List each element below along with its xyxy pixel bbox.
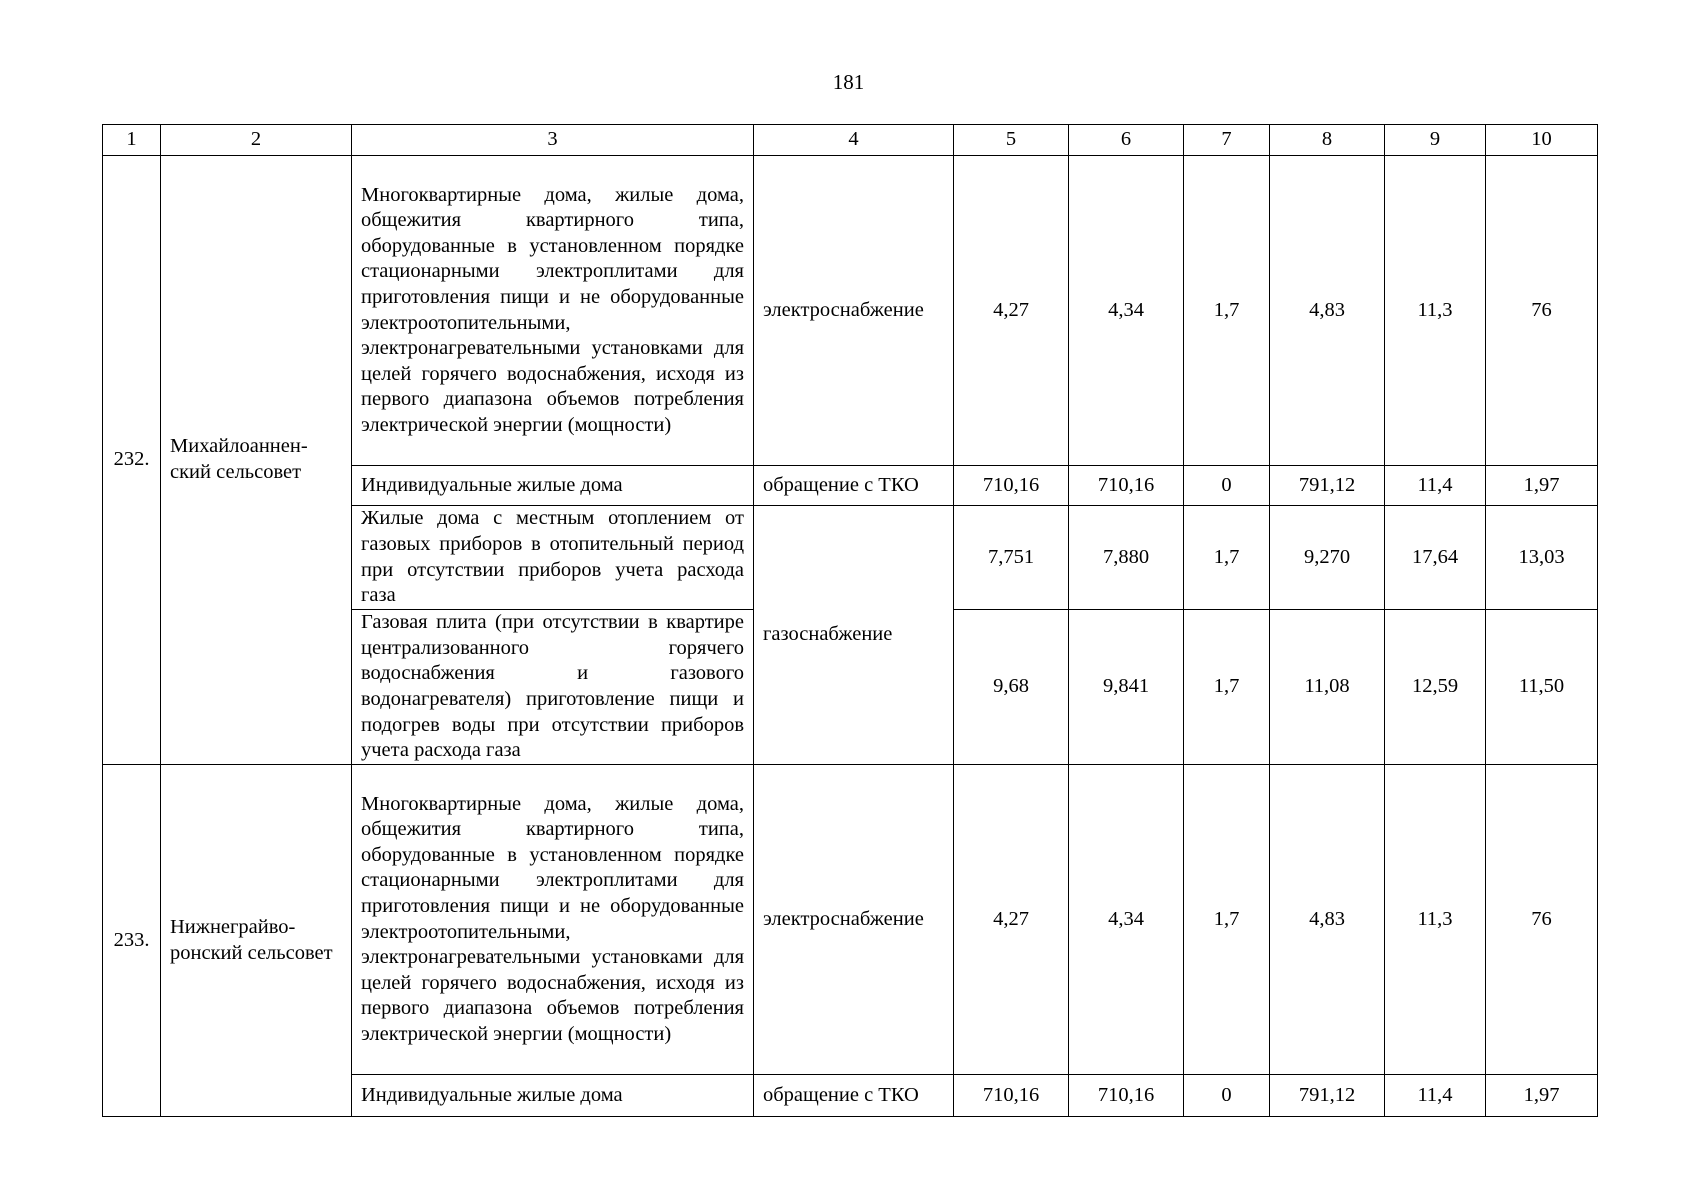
utility-service: электроснабжение [754,765,954,1075]
value-cell: 4,27 [954,765,1069,1075]
value-cell: 1,97 [1486,1075,1598,1117]
value-cell: 4,34 [1069,156,1184,466]
value-cell: 12,59 [1385,610,1486,765]
value-cell: 1,7 [1184,506,1270,610]
consumer-description: Газовая плита (при отсутствии в квартире централизованного горячего водоснабжения и газового водонагревателя) приготовление пищи и подогрев воды при отсутствии приборов учета расхода газа [352,610,754,765]
consumer-description: Многоквартирные дома, жилые дома, общежития квартирного типа, оборудованные в установленном порядке стационарными электроплитами для приготовления пищи и не оборудованные электроотопительными, электронагревательными установками для целей горячего водоснабжения, исходя из первого диапазона объемов потребления электрической энергии (мощности) [352,765,754,1075]
utility-service: электроснабжение [754,156,954,466]
consumer-description: Индивидуальные жилые дома [352,1075,754,1117]
value-cell: 9,841 [1069,610,1184,765]
value-cell: 9,68 [954,610,1069,765]
value-cell: 11,4 [1385,1075,1486,1117]
table-row [103,156,1598,466]
utility-service: газоснабжение [754,506,954,765]
column-header: 4 [754,125,954,156]
value-cell: 4,34 [1069,765,1184,1075]
column-header: 2 [161,125,352,156]
consumer-description: Индивидуальные жилые дома [352,466,754,506]
header-row [103,125,1598,156]
value-cell: 11,08 [1270,610,1385,765]
value-cell: 791,12 [1270,1075,1385,1117]
table-row [103,765,1598,1075]
value-cell: 791,12 [1270,466,1385,506]
value-cell: 1,7 [1184,610,1270,765]
consumer-description: Жилые дома с местным отоплением от газовых приборов в отопительный период при отсутствии приборов учета расхода газа [352,506,754,610]
value-cell: 1,97 [1486,466,1598,506]
value-cell: 0 [1184,466,1270,506]
value-cell: 7,751 [954,506,1069,610]
value-cell: 1,7 [1184,765,1270,1075]
value-cell: 11,3 [1385,156,1486,466]
utility-service: обращение с ТКО [754,1075,954,1117]
value-cell: 13,03 [1486,506,1598,610]
value-cell: 11,4 [1385,466,1486,506]
value-cell: 7,880 [1069,506,1184,610]
page-number: 181 [832,70,865,94]
column-header: 10 [1486,125,1598,156]
value-cell: 4,83 [1270,765,1385,1075]
value-cell: 17,64 [1385,506,1486,610]
settlement-name: Нижнеграйво-ронский сельсовет [161,765,352,1117]
row-number: 233. [103,765,161,1117]
value-cell: 710,16 [1069,1075,1184,1117]
column-header: 3 [352,125,754,156]
value-cell: 76 [1486,156,1598,466]
column-header: 9 [1385,125,1486,156]
column-header: 8 [1270,125,1385,156]
column-header: 6 [1069,125,1184,156]
value-cell: 710,16 [1069,466,1184,506]
value-cell: 4,27 [954,156,1069,466]
column-header: 7 [1184,125,1270,156]
value-cell: 9,270 [1270,506,1385,610]
value-cell: 11,3 [1385,765,1486,1075]
consumer-description: Многоквартирные дома, жилые дома, общежития квартирного типа, оборудованные в установленном порядке стационарными электроплитами для приготовления пищи и не оборудованные электроотопительными, электронагревательными установками для целей горячего водоснабжения, исходя из первого диапазона объемов потребления электрической энергии (мощности) [352,156,754,466]
value-cell: 710,16 [954,1075,1069,1117]
value-cell: 0 [1184,1075,1270,1117]
tariff-table [102,124,1598,1117]
row-number: 232. [103,156,161,765]
value-cell: 1,7 [1184,156,1270,466]
column-header: 1 [103,125,161,156]
utility-service: обращение с ТКО [754,466,954,506]
column-header: 5 [954,125,1069,156]
value-cell: 11,50 [1486,610,1598,765]
value-cell: 710,16 [954,466,1069,506]
settlement-name: Михайлоаннен-ский сельсовет [161,156,352,765]
value-cell: 4,83 [1270,156,1385,466]
value-cell: 76 [1486,765,1598,1075]
